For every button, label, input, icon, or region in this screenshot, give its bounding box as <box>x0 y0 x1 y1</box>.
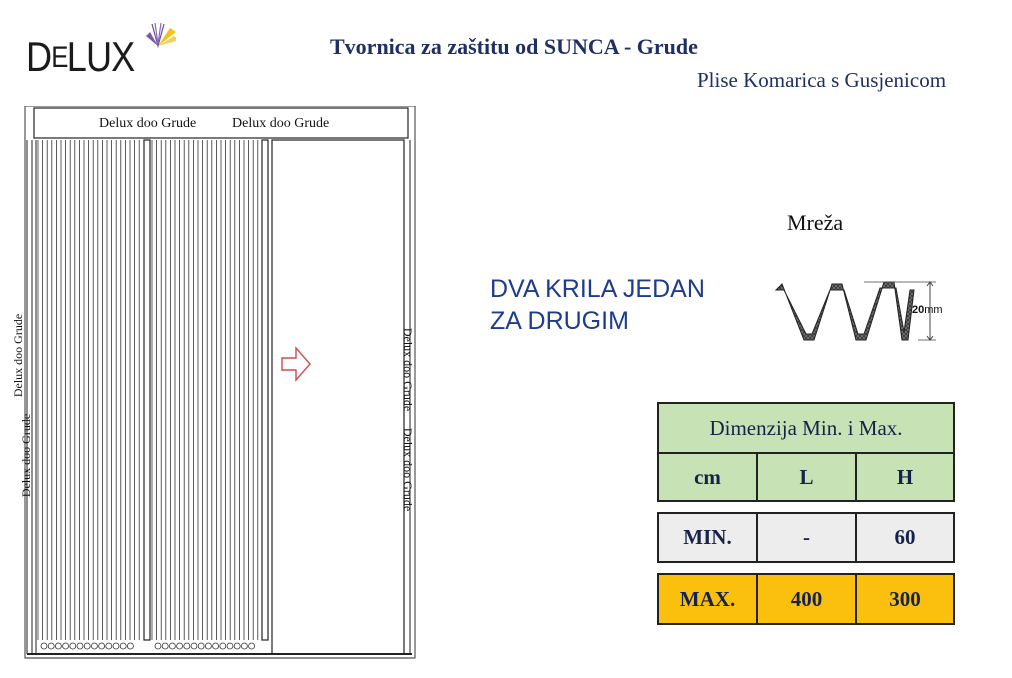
page-subtitle: Plise Komarica s Gusjenicom <box>697 68 947 92</box>
column-header-unit: cm <box>657 452 758 502</box>
max-row-label: MAX. <box>657 573 758 625</box>
configuration-text <box>490 273 705 337</box>
configuration-line-1: DVA KRILA JEDAN <box>490 275 705 303</box>
left-frame-label-1: Delux doo Grude <box>11 313 26 398</box>
mesh-dimension-unit: mm <box>924 304 943 316</box>
column-header-length: L <box>756 452 857 502</box>
right-frame-label-2: Delux doo Grude <box>401 427 416 512</box>
pleated-mesh-illustration <box>768 270 958 350</box>
configuration-line-2: ZA DRUGIM <box>490 307 629 335</box>
mesh-title: Mreža <box>787 210 844 235</box>
left-frame-label-2: Delux doo Grude <box>19 413 34 498</box>
max-height-value: 300 <box>855 573 955 625</box>
top-rail-label-1: Delux doo Grude <box>99 116 197 131</box>
min-length-value: - <box>756 512 857 563</box>
min-row-label: MIN. <box>657 512 758 563</box>
mosquito-net-drawing <box>11 106 420 666</box>
page-title: Tvornica za zaštitu od SUNCA - Grude <box>330 34 698 59</box>
delux-logo: DELUX <box>26 20 176 80</box>
right-frame-label-1: Delux doo Grude <box>401 327 416 412</box>
right-arrow-icon <box>282 348 310 380</box>
max-length-value: 400 <box>756 573 857 625</box>
table-header: Dimenzija Min. i Max. <box>657 402 955 454</box>
mesh-dimension-value: 20 <box>912 304 925 316</box>
min-height-value: 60 <box>855 512 955 563</box>
top-rail-label-2: Delux doo Grude <box>232 116 330 131</box>
door-frame-diagram <box>20 106 420 666</box>
column-header-height: H <box>855 452 955 502</box>
